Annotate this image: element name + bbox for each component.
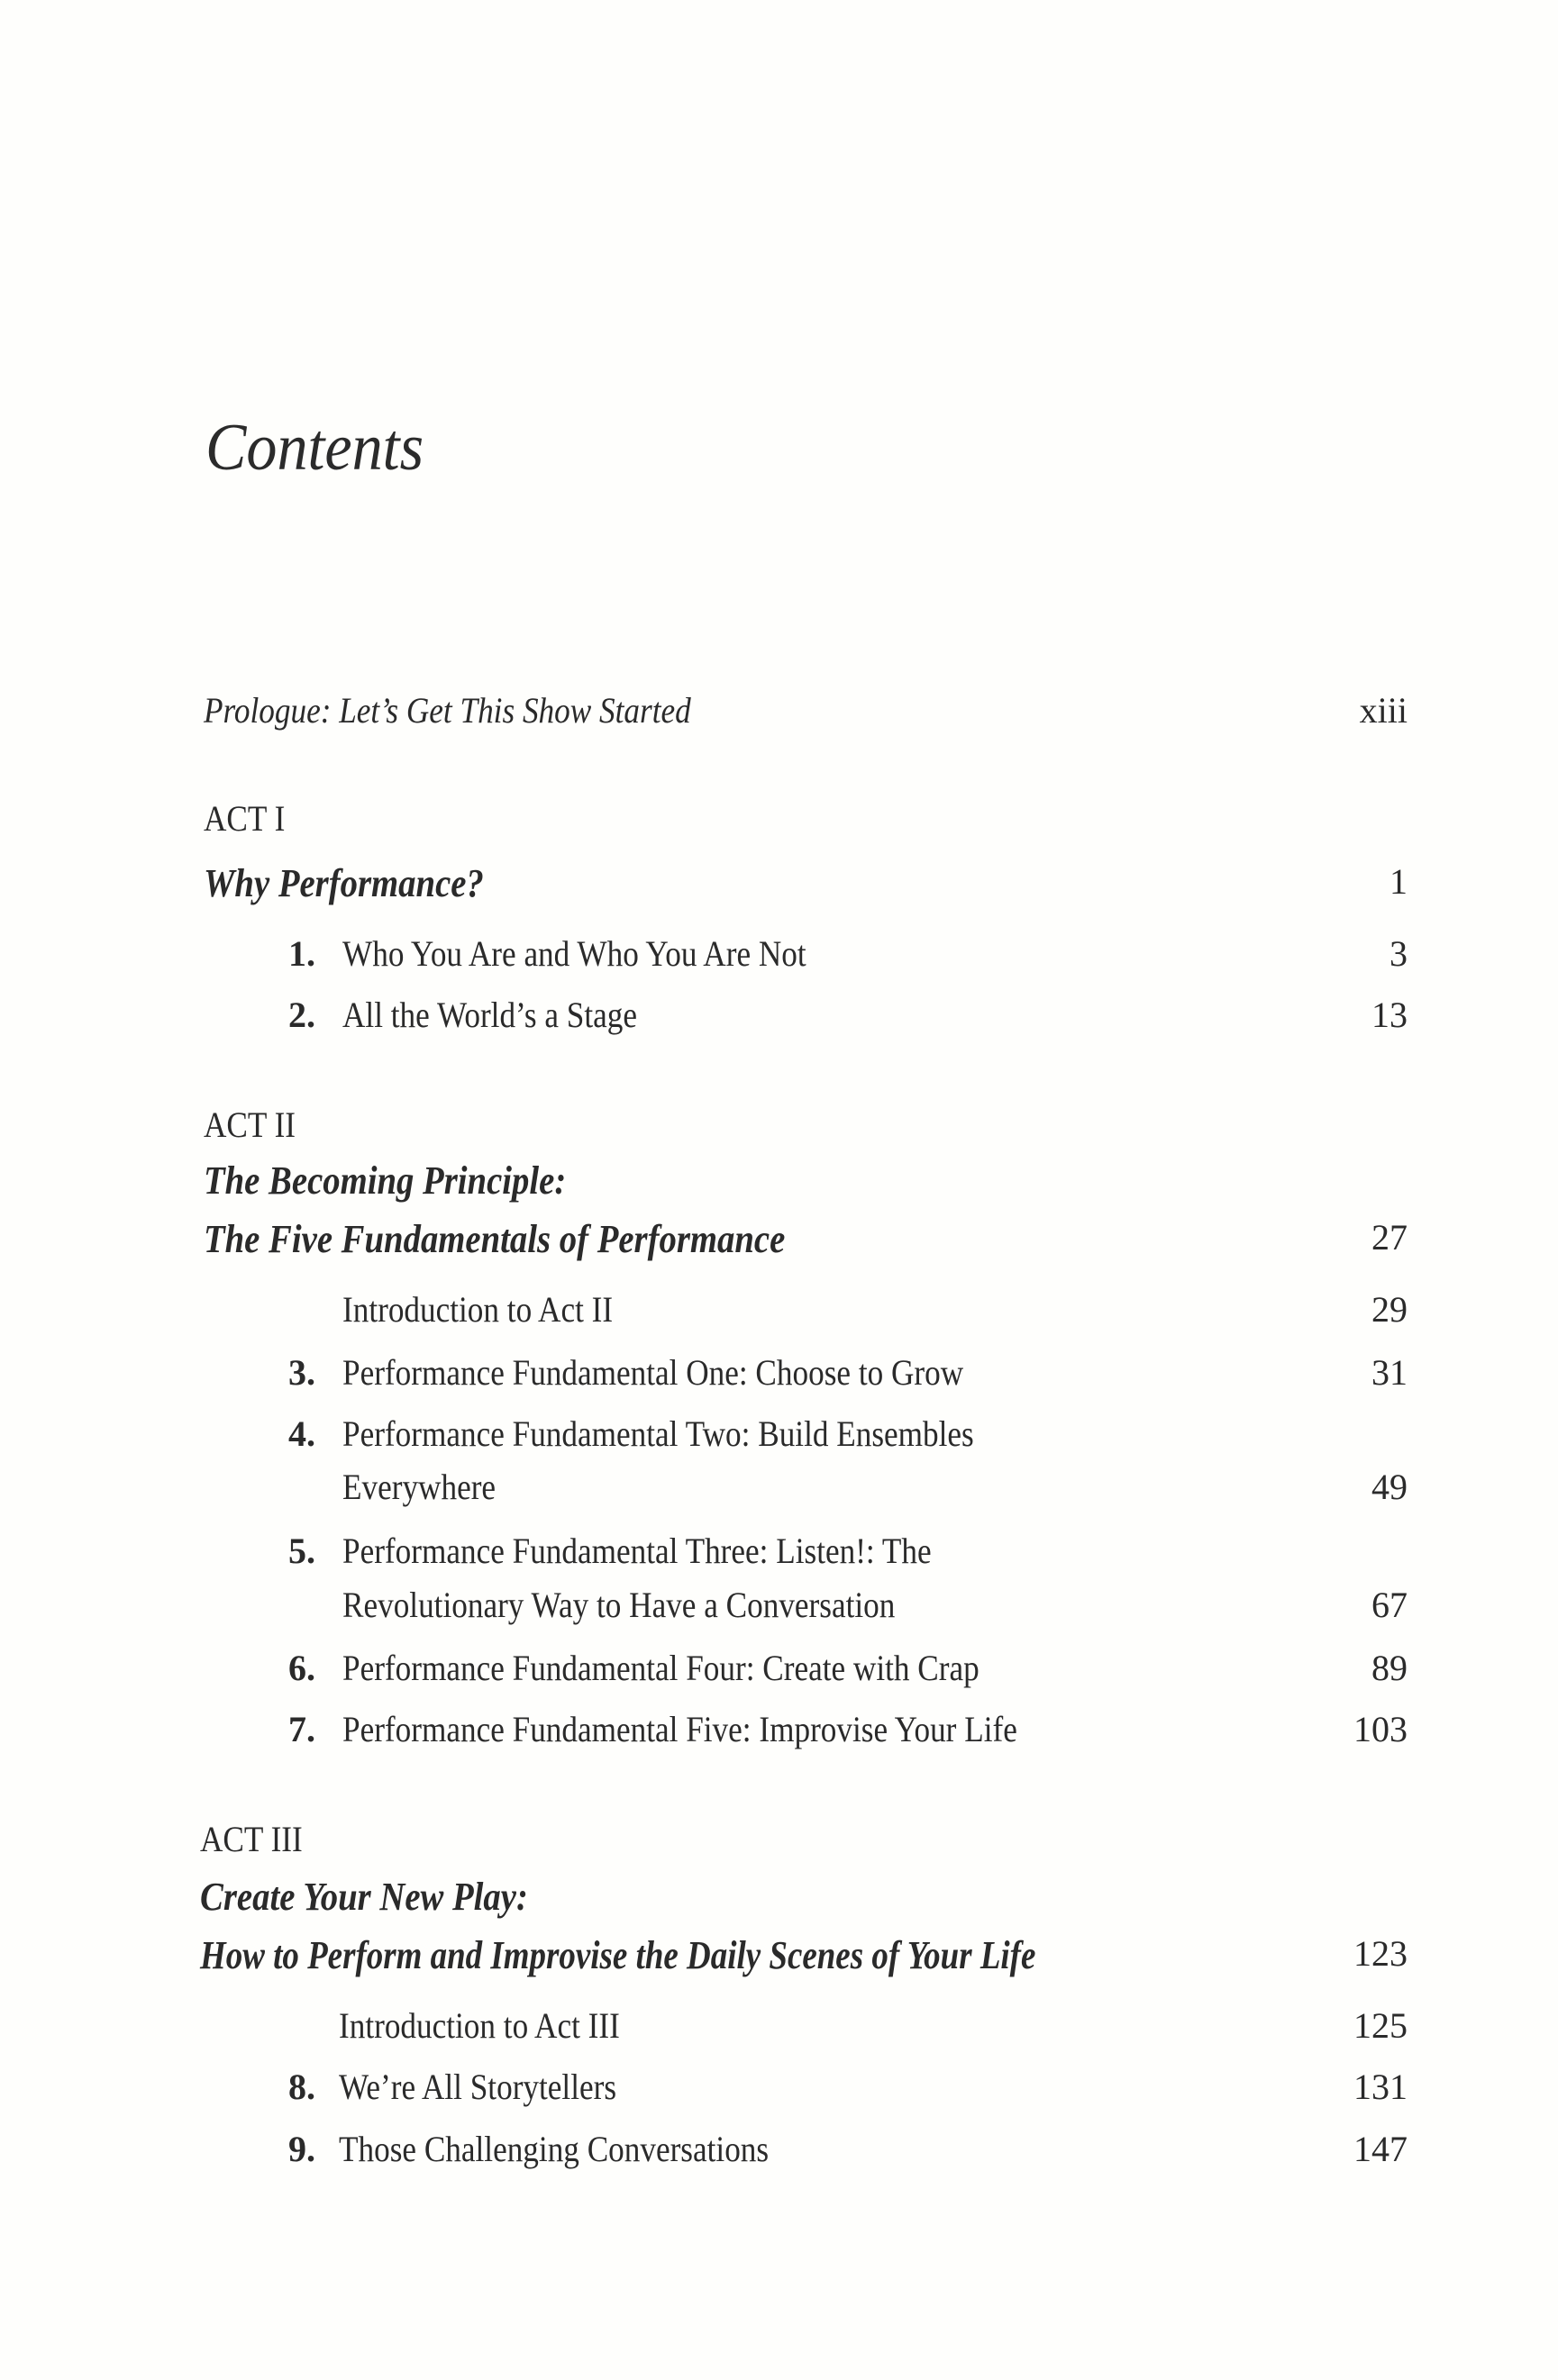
act-title: The Five Fundamentals of Performance [204, 1217, 786, 1261]
chapter-title: Performance Fundamental Four: Create with Crap [342, 1648, 979, 1688]
chapter-number: 9. [288, 2129, 315, 2169]
act-title-line[interactable] [200, 1874, 1404, 1920]
chapter-title-continued: Revolutionary Way to Have a Conversation [342, 1585, 896, 1625]
chapter-title: We’re All Storytellers [339, 2067, 617, 2107]
act-title: Why Performance? [204, 861, 484, 905]
toc-page-number: 67 [1371, 1585, 1408, 1625]
toc-entry-act-1-title[interactable] [204, 860, 1408, 906]
act-title-line[interactable] [204, 1158, 1408, 1204]
act-label [204, 797, 1408, 840]
toc-entry-prologue[interactable] [204, 689, 1408, 731]
toc-page-number: 103 [1353, 1709, 1408, 1749]
toc-entry-intro-act-3[interactable] [204, 2004, 1408, 2047]
prologue-title: Prologue: Let’s Get This Show Started [204, 690, 691, 731]
chapter-number: 5. [288, 1531, 315, 1571]
act-label [204, 1104, 1408, 1146]
toc-entry-intro-act-2[interactable] [204, 1288, 1408, 1331]
toc-page-number: 27 [1371, 1217, 1408, 1258]
page-title: Contents [205, 411, 424, 485]
toc-entry-chapter-4[interactable] [204, 1413, 1408, 1455]
chapter-number: 2. [288, 995, 315, 1035]
toc-entry-chapter-3[interactable] [204, 1351, 1408, 1394]
chapter-title: Performance Fundamental Three: Listen!: The [342, 1531, 932, 1571]
toc-page-number: 3 [1389, 933, 1408, 974]
chapter-number: 6. [288, 1648, 315, 1688]
chapter-number: 8. [288, 2067, 315, 2107]
act-title: The Becoming Principle: [204, 1158, 567, 1203]
toc-page-number: 147 [1353, 2129, 1408, 2169]
chapter-title-continued: Everywhere [342, 1467, 497, 1507]
toc-page-number: 1 [1389, 861, 1408, 902]
chapter-title: Who You Are and Who You Are Not [342, 933, 806, 974]
toc-page-number: 89 [1371, 1648, 1408, 1688]
act-title: How to Perform and Improvise the Daily Scenes of Your Life [200, 1933, 1036, 1977]
chapter-number: 3. [288, 1352, 315, 1393]
act-2-label: ACT II [204, 1104, 296, 1145]
chapter-number: 7. [288, 1709, 315, 1749]
chapter-title: All the World’s a Stage [342, 995, 637, 1035]
toc-entry-chapter-7[interactable] [204, 1708, 1408, 1750]
toc-entry-label [204, 689, 757, 731]
act-1-label: ACT I [204, 798, 286, 839]
toc-page-number: 29 [1371, 1289, 1408, 1330]
toc-entry-chapter-8[interactable] [204, 2066, 1408, 2108]
chapter-title: Performance Fundamental Two: Build Ensembles [342, 1413, 974, 1454]
toc-entry-chapter-6[interactable] [204, 1647, 1408, 1689]
chapter-title: Introduction to Act III [339, 2005, 620, 2046]
chapter-title: Performance Fundamental Five: Improvise Your Life [342, 1709, 1017, 1749]
toc-page-number: 131 [1353, 2067, 1408, 2107]
toc-entry-chapter-2[interactable] [204, 994, 1408, 1036]
toc-entry-act-3-title[interactable] [200, 1932, 1408, 1978]
act-label [200, 1818, 1404, 1860]
toc-entry-chapter-1[interactable] [204, 932, 1408, 975]
act-title: Create Your New Play: [200, 1875, 528, 1919]
chapter-title: Introduction to Act II [342, 1289, 614, 1330]
toc-entry-chapter-5-cont[interactable] [204, 1584, 1408, 1626]
toc-entry-chapter-4-cont[interactable] [204, 1466, 1408, 1508]
toc-entry-chapter-5[interactable] [204, 1530, 1408, 1572]
toc-page-number: 31 [1371, 1352, 1408, 1393]
toc-page-number: 123 [1353, 1933, 1408, 1974]
toc-page-number: xiii [1359, 690, 1408, 731]
act-3-label: ACT III [200, 1819, 303, 1859]
toc-page-number: 125 [1353, 2005, 1408, 2046]
chapter-number: 4. [288, 1413, 315, 1454]
chapter-title: Performance Fundamental One: Choose to Grow [342, 1352, 964, 1393]
chapter-title: Those Challenging Conversations [339, 2129, 770, 2169]
chapter-number: 1. [288, 933, 315, 974]
toc-entry-act-2-title[interactable] [204, 1216, 1408, 1262]
toc-page-number: 13 [1371, 995, 1408, 1035]
toc-entry-chapter-9[interactable] [204, 2128, 1408, 2170]
toc-page-number: 49 [1371, 1467, 1408, 1507]
